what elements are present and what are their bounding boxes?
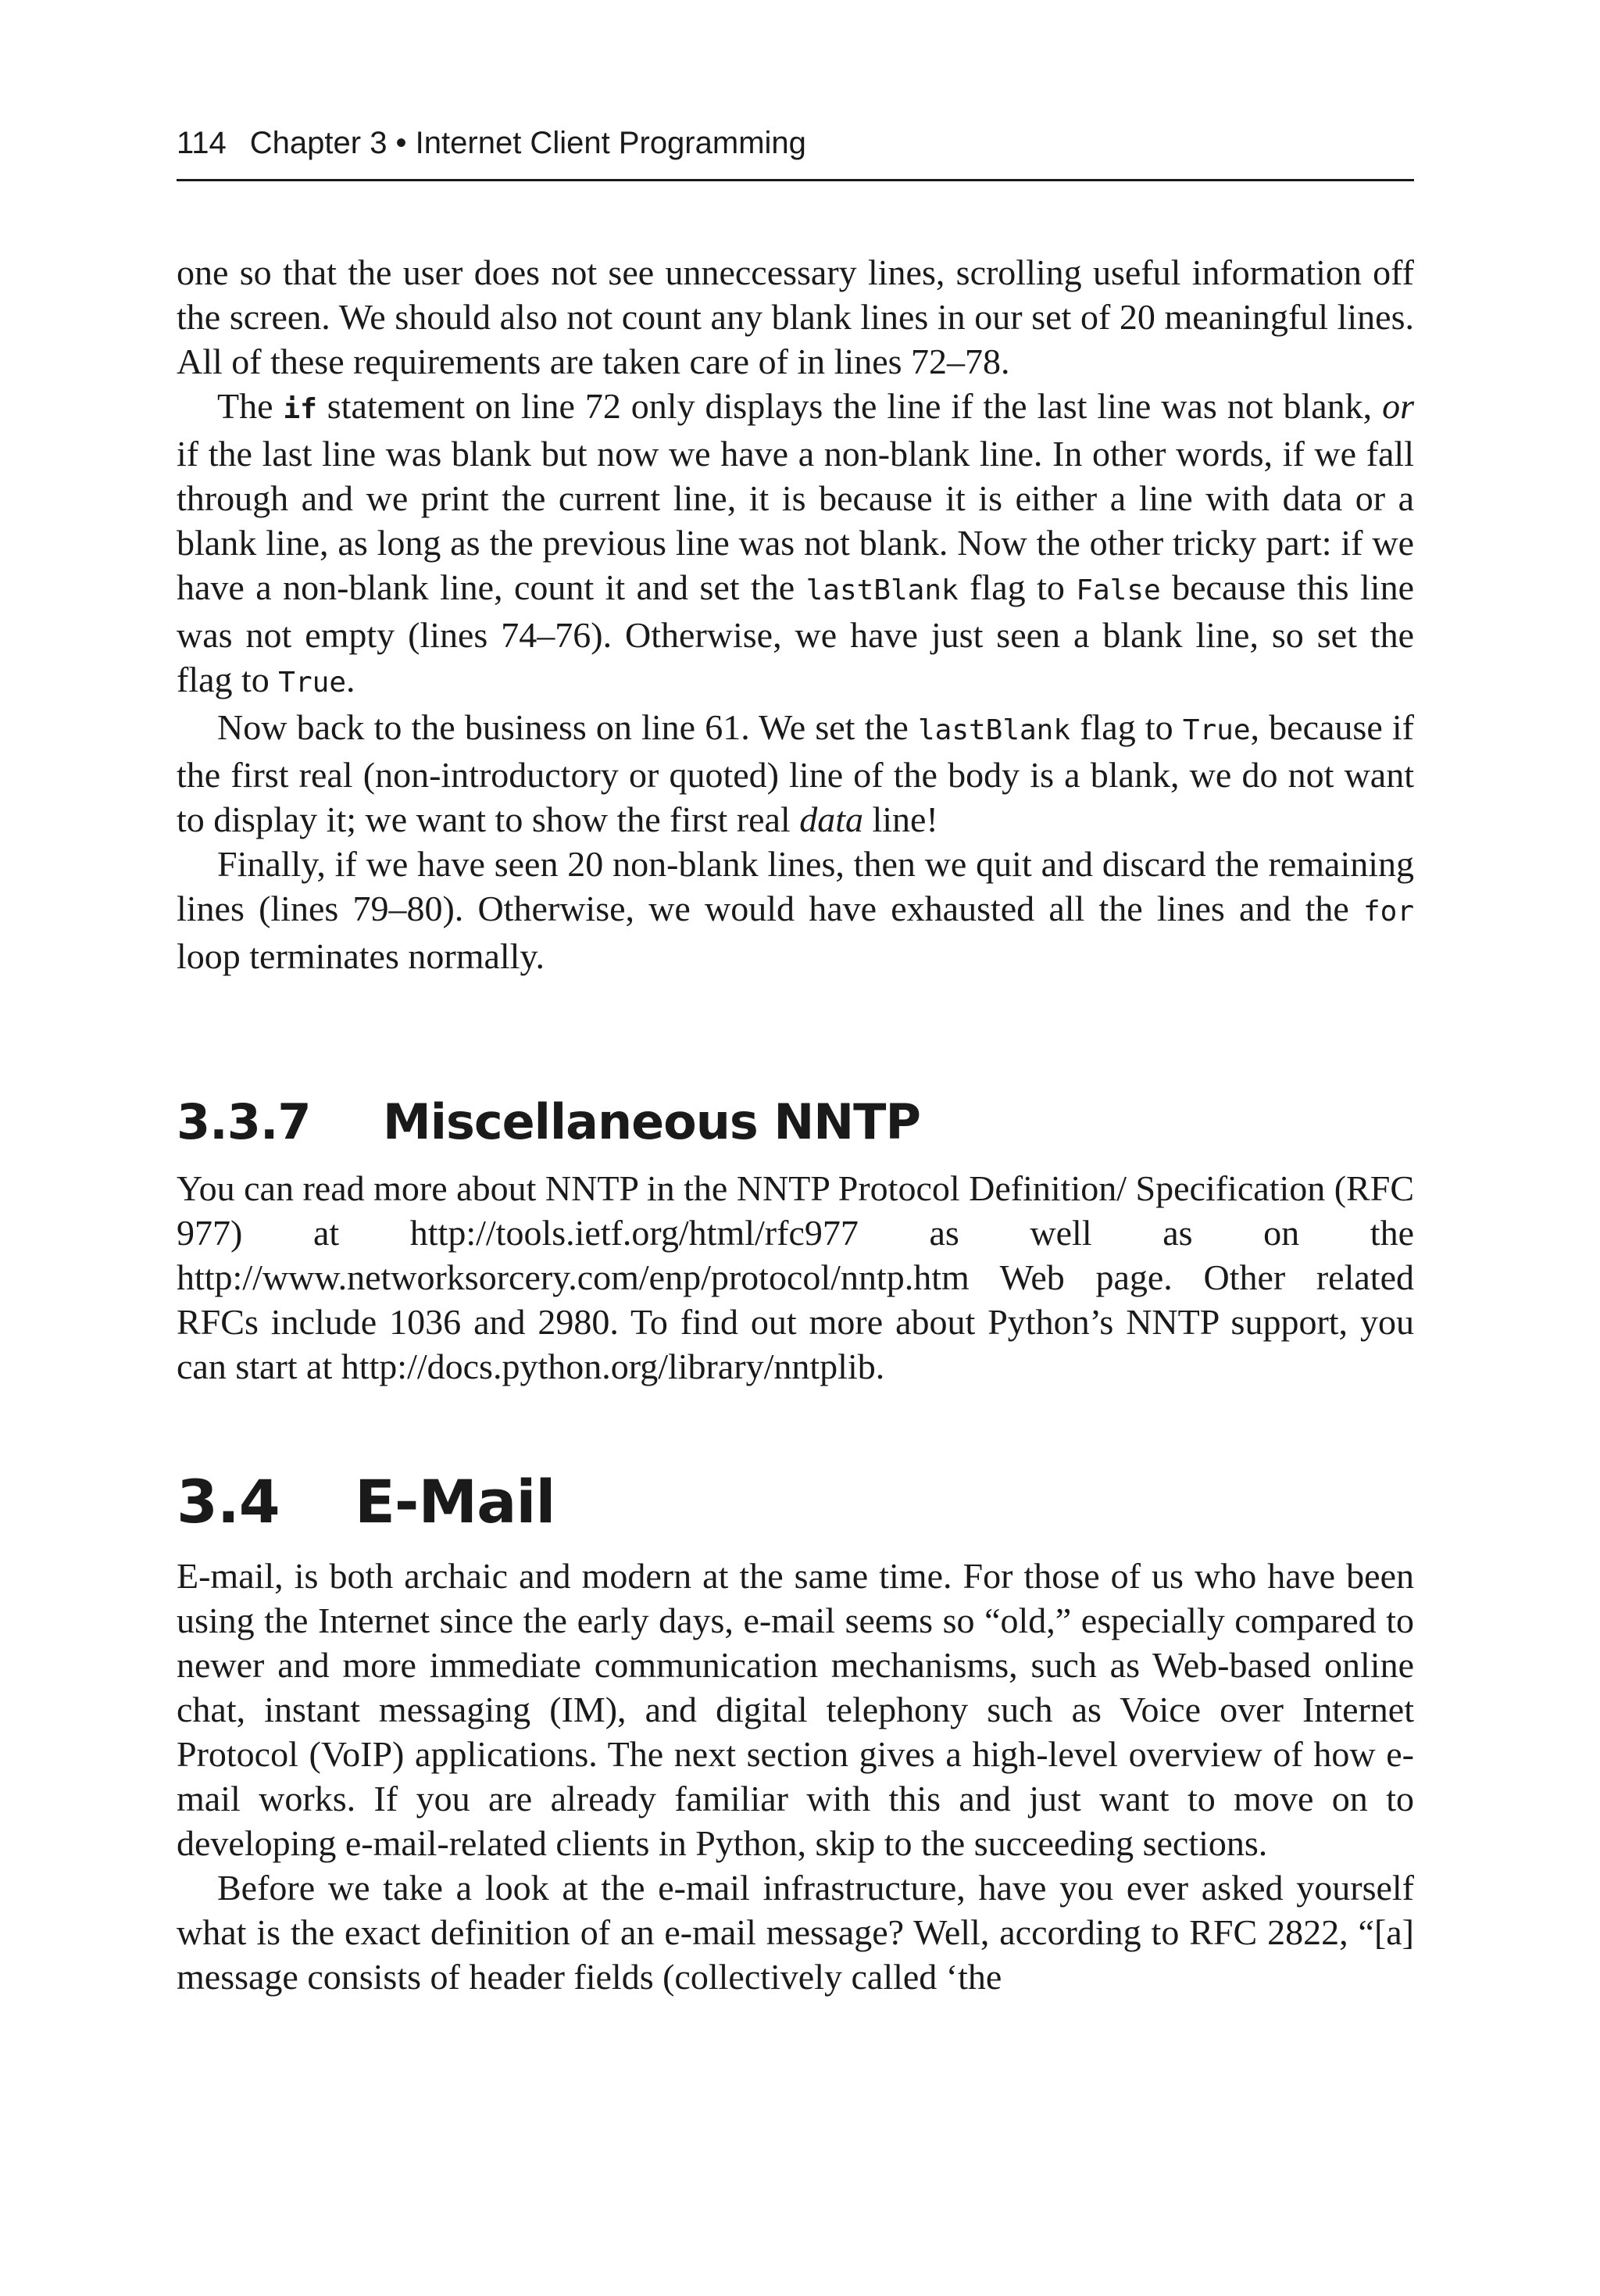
chapter-title: Chapter 3 • Internet Client Programming xyxy=(249,126,806,160)
paragraph-if-statement xyxy=(177,384,1414,705)
text-run: , because if the first real (non-introductory or quoted) line of the body is a blank, we do not want to display it; we want to show the first real xyxy=(177,707,1414,839)
paragraph-continued: one so that the user does not see unneccessary lines, scrolling useful information off the screen. We should also not count any blank lines in our set of 20 meaningful lines. All of these requirements are taken care of in lines 72–78. xyxy=(177,252,1414,381)
section-number: 3.4 xyxy=(177,1467,280,1536)
text-run: Finally, if we have seen 20 non-blank lines, then we quit and discard the remaining lines (lines 79–80). Otherwise, we would have exhausted all the lines and the xyxy=(177,844,1414,928)
nntp-body-text xyxy=(177,1166,1414,1389)
code-true: True xyxy=(1182,714,1251,746)
text-run: . xyxy=(346,660,355,699)
page-number: 114 xyxy=(177,126,227,160)
section-heading-3-4 xyxy=(177,1465,1414,1539)
paragraph-nntp-references: You can read more about NNTP in the NNTP Protocol Definition/ Specification (RFC 977) at http://tools.ietf.org/html/rfc977 as well as on the http://www.networksorcery.com/enp/protocol/nntp.htm Web page. Other related RFCs include 1036 and 2980. To find out more about Python’s NNTP support, you can start at http://docs.python.org/library/nntplib. xyxy=(177,1168,1414,1386)
email-body-text xyxy=(177,1554,1414,1999)
paragraph-email-intro: E-mail, is both archaic and modern at the same time. For those of us who have been using the Internet since the early days, e-mail seems so “old,” especially compared to newer and more immediate communication mechanisms, such as Web-based online chat, instant messaging (IM), and digital telephony such as Voice over Internet Protocol (VoIP) applications. The next section gives a high-level overview of how e-mail works. If you are already familiar with this and just want to move on to developing e-mail-related clients in Python, skip to the succeeding sections. xyxy=(177,1556,1414,1863)
section-title: E-Mail xyxy=(355,1467,555,1536)
code-false: False xyxy=(1076,574,1161,606)
code-for: for xyxy=(1362,896,1414,928)
section-title: Miscellaneous NNTP xyxy=(383,1093,920,1150)
emphasis-data: data xyxy=(799,799,863,839)
top-body-text xyxy=(177,250,1414,978)
paragraph-line-61 xyxy=(177,705,1414,842)
text-run: because this line was not empty (lines 74–76). Otherwise, we have just seen a blank line, so set the flag to xyxy=(177,567,1414,699)
text-run: line! xyxy=(862,799,938,839)
emphasis-or: or xyxy=(1382,386,1415,426)
text-run: statement on line 72 only displays the line if the last line was not blank, xyxy=(316,386,1383,426)
text-run: Now back to the business on line 61. We set the xyxy=(217,707,918,747)
code-lastblank: lastBlank xyxy=(917,714,1071,746)
paragraph-email-definition: Before we take a look at the e-mail infrastructure, have you ever asked yourself what is the exact definition of an e-mail message? Well, according to RFC 2822, “[a] message consists of header fields (collectively called ‘the xyxy=(177,1868,1414,1997)
text-run: loop terminates normally. xyxy=(177,936,545,976)
running-head xyxy=(177,123,1414,163)
section-heading-3-3-7 xyxy=(177,1091,1414,1153)
header-rule xyxy=(177,179,1414,181)
paragraph-finally xyxy=(177,842,1414,978)
text-run: flag to xyxy=(1070,707,1183,747)
text-run: if the last line was blank but now we have a non-blank line. In other words, if we fall through and we print the current line, it is because it is either a line with data or a blank line, as long as the previous line was not blank. Now the other tricky part: if we have a non-blank line, count it and set the xyxy=(177,434,1414,607)
code-lastblank: lastBlank xyxy=(805,574,959,606)
text-run: The xyxy=(217,386,284,426)
code-true: True xyxy=(278,667,346,699)
code-if: if xyxy=(283,393,317,425)
section-number: 3.3.7 xyxy=(177,1093,311,1150)
text-run: flag to xyxy=(958,567,1077,607)
